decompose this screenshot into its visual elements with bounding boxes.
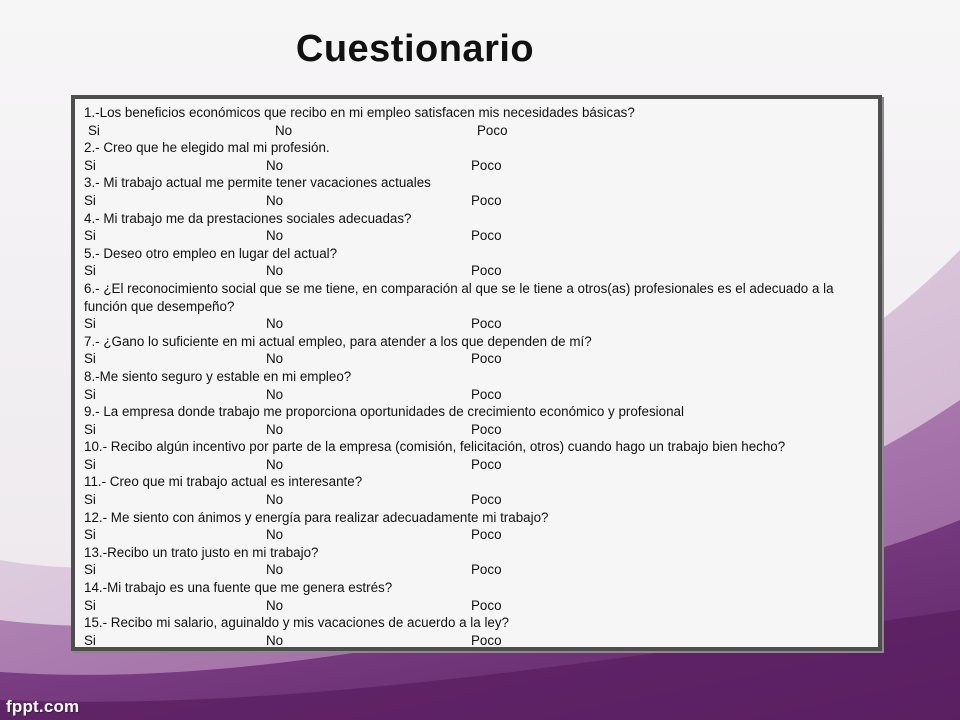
question-10: 10.- Recibo algún incentivo por parte de la empresa (comisión, felicitación, otros) cuando hago un trabajo bien hecho? [84,439,786,455]
option-si: Si [84,192,96,208]
option-no: No [266,351,284,367]
answer-options-2 [84,157,870,175]
answer-options-14 [84,597,870,615]
option-no: No [266,527,284,543]
option-poco: Poco [471,421,502,437]
option-no: No [266,157,284,173]
option-poco: Poco [471,157,502,173]
option-poco: Poco [471,456,502,472]
question-11: 11.- Creo que mi trabajo actual es interesante? [84,474,363,490]
questionnaire-box [71,95,882,651]
question-14: 14.-Mi trabajo es una fuente que me genera estrés? [84,580,393,596]
option-poco: Poco [471,386,502,402]
question-15: 15.- Recibo mi salario, aguinaldo y mis vacaciones de acuerdo a la ley? [84,615,510,631]
answer-options-4 [84,227,870,245]
option-si: Si [84,632,96,648]
question-12: 12.- Me siento con ánimos y energía para realizar adecuadamente mi trabajo? [84,509,549,525]
answer-options-13 [84,561,870,579]
answer-options-11 [84,491,870,509]
option-poco: Poco [471,192,502,208]
option-no: No [266,456,284,472]
slide-title: Cuestionario [295,28,535,70]
option-no: No [266,192,284,208]
option-no: No [266,562,284,578]
option-poco: Poco [471,562,502,578]
answer-options-8 [84,386,870,404]
question-2: 2.- Creo que he elegido mal mi profesión. [84,140,330,156]
fppt-logo: fppt.com [6,697,80,716]
answer-options-1 [84,122,870,140]
question-9: 9.- La empresa donde trabajo me proporciona oportunidades de crecimiento económico y profesional [84,404,684,420]
option-si: Si [84,492,96,508]
option-poco: Poco [471,351,502,367]
answer-options-5 [84,262,870,280]
option-poco: Poco [471,632,502,648]
option-poco: Poco [471,492,502,508]
option-si: Si [84,263,96,279]
option-no: No [266,421,284,437]
option-poco: Poco [477,122,508,138]
option-si: Si [84,597,96,613]
option-no: No [266,597,284,613]
option-no: No [266,316,284,332]
answer-options-7 [84,350,870,368]
option-si: Si [84,562,96,578]
question-7: 7.- ¿Gano lo suficiente en mi actual empleo, para atender a los que dependen de mí? [84,333,592,349]
option-si: Si [84,351,96,367]
question-5: 5.- Deseo otro empleo en lugar del actual? [84,245,338,261]
option-no: No [266,492,284,508]
option-no: No [275,122,293,138]
question-4: 4.- Mi trabajo me da prestaciones sociales adecuadas? [84,210,412,226]
answer-options-12 [84,526,870,544]
option-si: Si [84,456,96,472]
option-poco: Poco [471,316,502,332]
question-13: 13.-Recibo un trato justo en mi trabajo? [84,544,319,560]
option-si: Si [88,122,100,138]
option-poco: Poco [471,228,502,244]
option-no: No [266,386,284,402]
option-no: No [266,263,284,279]
option-si: Si [84,157,96,173]
answer-options-15 [84,632,870,650]
option-poco: Poco [471,263,502,279]
option-no: No [266,228,284,244]
question-3: 3.- Mi trabajo actual me permite tener vacaciones actuales [84,175,431,191]
option-si: Si [84,386,96,402]
answer-options-10 [84,456,870,474]
option-si: Si [84,228,96,244]
answer-options-6 [84,315,870,333]
option-no: No [266,632,284,648]
answer-options-9 [84,421,870,439]
option-si: Si [84,527,96,543]
option-si: Si [84,421,96,437]
answer-options-3 [84,192,870,210]
option-poco: Poco [471,527,502,543]
question-6: 6.- ¿El reconocimiento social que se me tiene, en comparación al que se le tiene a otros(as) profesionales es el adecuado a la función que desempeño? [84,280,834,314]
question-8: 8.-Me siento seguro y estable en mi empleo? [84,368,352,384]
option-poco: Poco [471,597,502,613]
option-si: Si [84,316,96,332]
question-1: 1.-Los beneficios económicos que recibo en mi empleo satisfacen mis necesidades básicas? [84,105,635,120]
